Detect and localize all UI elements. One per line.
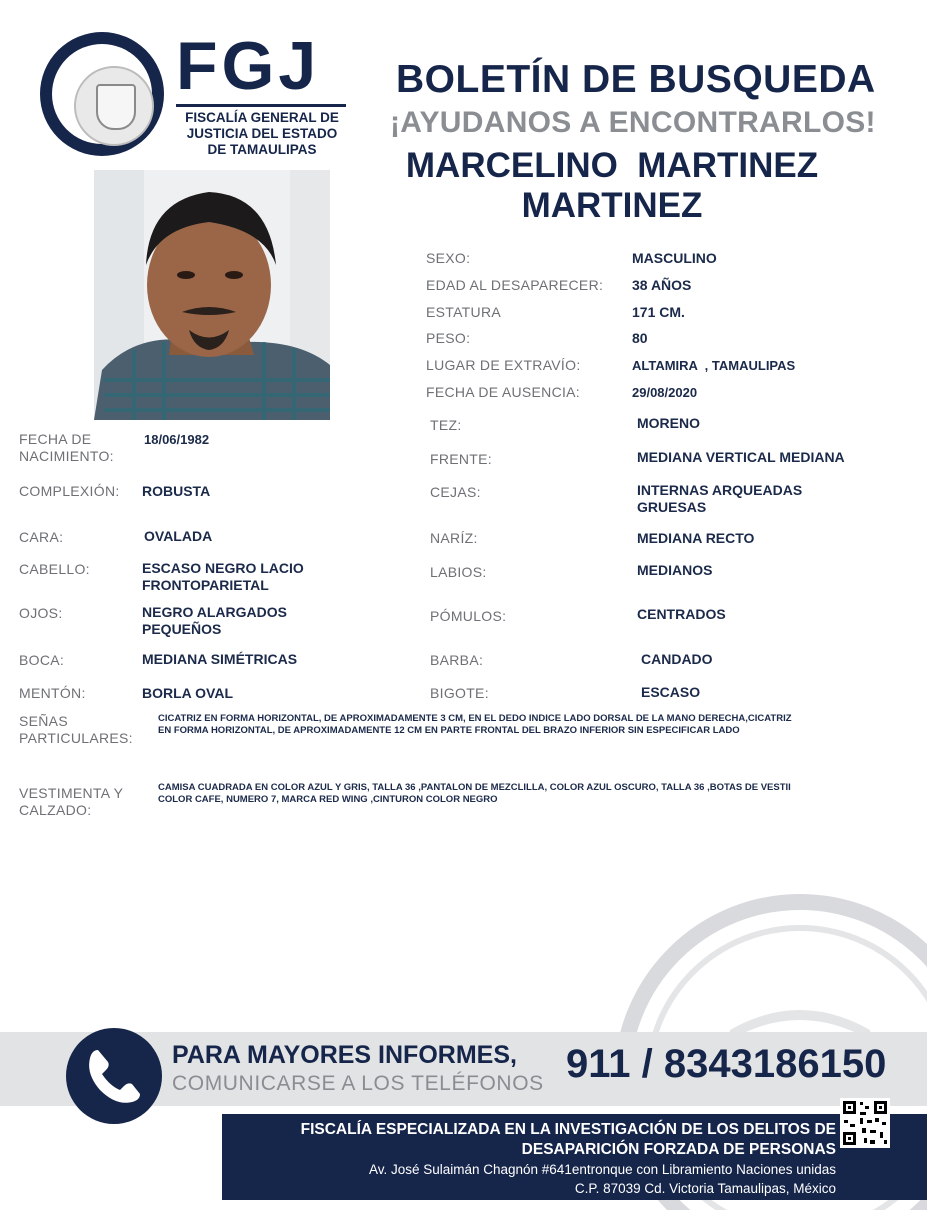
- bulletin-title: BOLETÍN DE BUSQUEDA: [396, 58, 876, 101]
- label-barba: BARBA:: [430, 652, 484, 668]
- info-line1: PARA MAYORES INFORMES,: [172, 1041, 517, 1069]
- agency-line2: DESAPARICIÓN FORZADA DE PERSONAS: [521, 1141, 836, 1158]
- logo-subtitle: FISCALÍA GENERAL DE JUSTICIA DEL ESTADO DE TAMAULIPAS: [185, 110, 339, 157]
- label-estatura: ESTATURA: [426, 304, 501, 320]
- label-tez: TEZ:: [430, 417, 462, 433]
- label-edad: EDAD AL DESAPARECER:: [426, 277, 604, 293]
- label-peso: PESO:: [426, 330, 471, 346]
- value-boca: MEDIANA SIMÉTRICAS: [142, 651, 298, 667]
- label-nariz: NARÍZ:: [430, 530, 478, 546]
- value-fecha-nacimiento: 18/06/1982: [144, 432, 210, 447]
- person-name-line2: MARTINEZ: [521, 186, 703, 225]
- value-estatura: 171 CM.: [632, 304, 685, 320]
- value-nariz: MEDIANA RECTO: [637, 530, 755, 546]
- fgj-seal-logo: [40, 32, 164, 156]
- value-sexo: MASCULINO: [632, 250, 717, 266]
- label-lugar: LUGAR DE EXTRAVÍO:: [426, 357, 581, 373]
- value-fecha-ausencia: 29/08/2020: [632, 385, 698, 400]
- person-name: [392, 146, 832, 226]
- value-lugar: ALTAMIRA , TAMAULIPAS: [632, 358, 796, 373]
- tamaulipas-seal-icon: [74, 66, 154, 146]
- value-peso: 80: [632, 330, 648, 346]
- value-cabello: ESCASO NEGRO LACIO FRONTOPARIETAL: [142, 560, 304, 593]
- bulletin-subtitle: ¡AYUDANOS A ENCONTRARLOS!: [390, 106, 876, 139]
- value-complexion: ROBUSTA: [142, 483, 211, 499]
- label-ojos: OJOS:: [19, 605, 63, 621]
- address-line2: C.P. 87039 Cd. Victoria Tamaulipas, México: [574, 1181, 836, 1196]
- logo-divider: [176, 104, 346, 107]
- agency-line1: FISCALÍA ESPECIALIZADA EN LA INVESTIGACIÓN DE LOS DELITOS DE: [300, 1121, 836, 1138]
- label-fecha-nacimiento: FECHA DE NACIMIENTO:: [19, 431, 114, 464]
- value-barba: CANDADO: [641, 651, 713, 667]
- value-labios: MEDIANOS: [637, 562, 713, 578]
- label-boca: BOCA:: [19, 652, 65, 668]
- value-senas: CICATRIZ EN FORMA HORIZONTAL, DE APROXIMADAMENTE 3 CM, EN EL DEDO INDICE LADO DORSAL DE LA MANO DERECHA,CICATRIZ EN FORMA HORIZONTAL, DE APROXIMADAMENTE 12 CM EN PARTE FRONTAL DEL BRAZO INFERIOR SIN ESPECIFICAR LADO: [158, 713, 792, 736]
- label-cejas: CEJAS:: [430, 484, 481, 500]
- logo-fgj-text: FGJ: [176, 28, 321, 104]
- label-sexo: SEXO:: [426, 250, 471, 266]
- agency-name: [230, 1120, 836, 1160]
- label-cabello: CABELLO:: [19, 561, 90, 577]
- phone-number: 911 / 8343186150: [566, 1042, 887, 1086]
- label-fecha-ausencia: FECHA DE AUSENCIA:: [426, 384, 580, 400]
- value-pomulos: CENTRADOS: [637, 606, 726, 622]
- value-menton: BORLA OVAL: [142, 685, 233, 701]
- address-line1: Av. José Sulaimán Chagnón #641entronque con Libramiento Naciones unidas: [368, 1162, 836, 1177]
- value-cara: OVALADA: [144, 528, 213, 544]
- label-bigote: BIGOTE:: [430, 685, 489, 701]
- person-name-line1: MARCELINO MARTINEZ: [405, 146, 819, 185]
- value-edad: 38 AÑOS: [632, 277, 692, 293]
- value-cejas: INTERNAS ARQUEADAS GRUESAS: [637, 482, 803, 515]
- value-vestimenta: CAMISA CUADRADA EN COLOR AZUL Y GRIS, TALLA 36 ,PANTALON DE MEZCLILLA, COLOR AZUL OSCURO, TALLA 36 ,BOTAS DE VESTII COLOR CAFE, NUMERO 7, MARCA RED WING ,CINTURON COLOR NEGRO: [158, 782, 791, 805]
- value-bigote: ESCASO: [641, 684, 701, 700]
- label-complexion: COMPLEXIÓN:: [19, 483, 120, 499]
- label-senas: SEÑAS PARTICULARES:: [19, 713, 133, 746]
- address: [230, 1160, 836, 1198]
- value-frente: MEDIANA VERTICAL MEDIANA: [637, 449, 845, 465]
- value-tez: MORENO: [637, 415, 700, 431]
- label-labios: LABIOS:: [430, 564, 487, 580]
- label-cara: CARA:: [19, 529, 64, 545]
- label-vestimenta: VESTIMENTA Y CALZADO:: [19, 785, 124, 818]
- label-menton: MENTÓN:: [19, 685, 86, 701]
- value-ojos: NEGRO ALARGADOS PEQUEÑOS: [142, 604, 287, 637]
- label-pomulos: PÓMULOS:: [430, 608, 507, 624]
- phone-icon: [66, 1028, 162, 1124]
- missing-person-photo: [94, 170, 330, 420]
- label-frente: FRENTE:: [430, 451, 492, 467]
- info-line2: COMUNICARSE A LOS TELÉFONOS: [172, 1072, 544, 1095]
- qr-code-icon[interactable]: [840, 1098, 890, 1148]
